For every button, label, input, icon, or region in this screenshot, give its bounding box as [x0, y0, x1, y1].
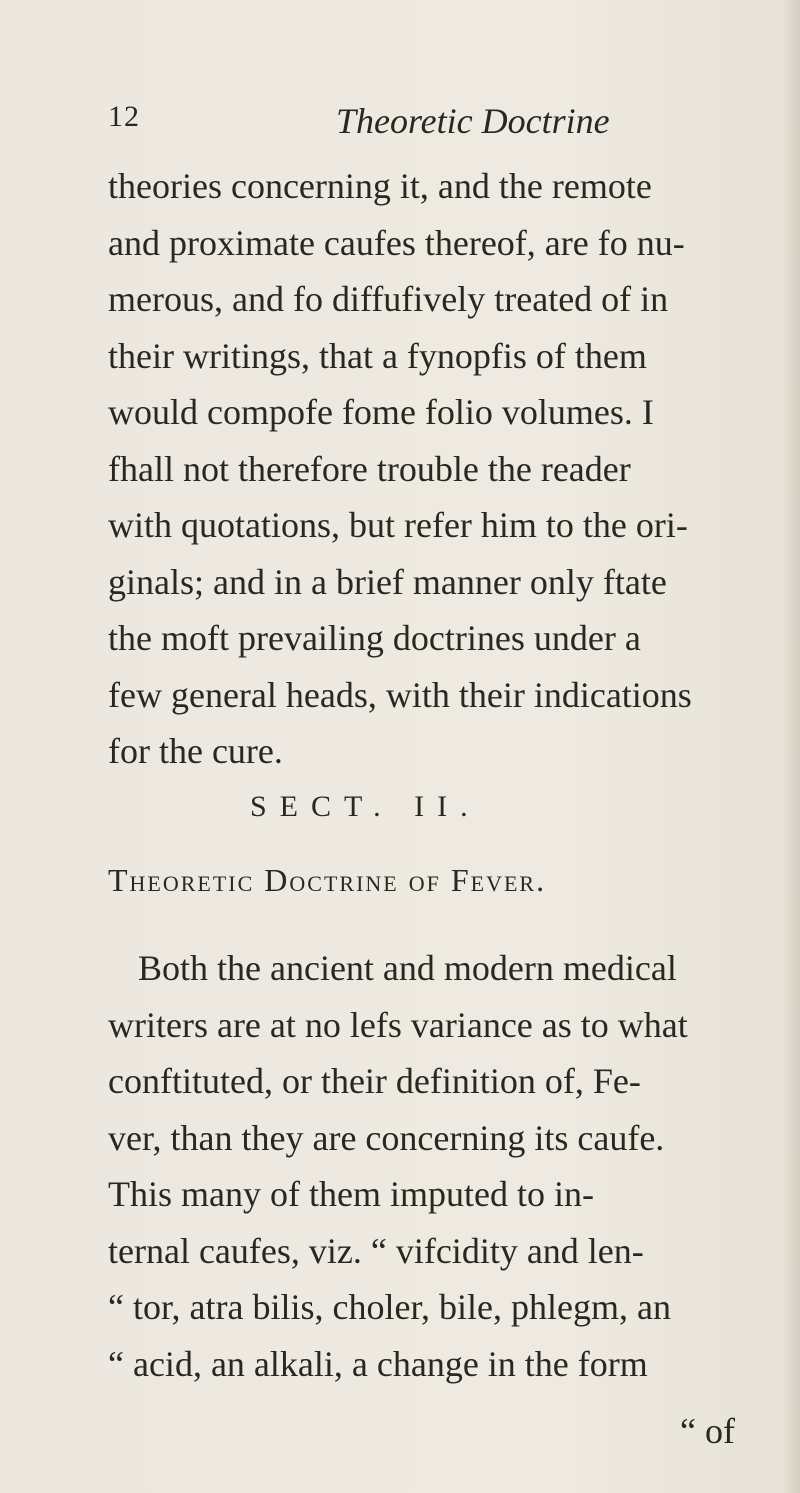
page-edge-shadow — [782, 0, 800, 1493]
section-label: SECT. II. — [250, 790, 481, 823]
text-line: with quotations, but refer him to the ori- — [108, 505, 688, 545]
text-line: fhall not therefore trouble the reader — [108, 448, 631, 489]
text-line: would compofe fome folio volumes. I — [108, 392, 654, 432]
page-number: 12 — [108, 100, 140, 133]
page-header — [108, 100, 748, 150]
text-line: This many of them imputed to in- — [108, 1174, 594, 1214]
section-title: Theoretic Doctrine of Fever. — [108, 862, 547, 898]
text-line: and proximate caufes thereof, are fo nu- — [108, 222, 685, 263]
paragraph-2 — [108, 940, 770, 1392]
text-line: conftituted, or their definition of, Fe- — [108, 1061, 641, 1101]
text-line: few general heads, with their indications — [108, 674, 692, 715]
running-title: Theoretic Doctrine — [336, 101, 610, 141]
text-line: “ tor, atra bilis, choler, bile, phlegm, an — [108, 1287, 671, 1327]
text-line: merous, and fo diffufively treated of in — [108, 279, 669, 319]
text-line: ginals; and in a brief manner only ftate — [108, 561, 667, 602]
text-line: their writings, that a fynopfis of them — [108, 335, 647, 376]
text-line: ver, than they are concerning its caufe. — [108, 1117, 665, 1158]
text-line: “ acid, an alkali, a change in the form — [108, 1343, 648, 1384]
text-line: for the cure. — [108, 731, 283, 771]
text-line: ternal caufes, viz. “ vifcidity and len- — [108, 1230, 644, 1271]
text-line: writers are at no lefs variance as to what — [108, 1004, 688, 1045]
text-line: theories concerning it, and the remote — [108, 166, 652, 206]
paragraph-1 — [108, 158, 770, 780]
text-line: Both the ancient and modern medical — [138, 948, 677, 988]
catchword: “ of — [680, 1411, 735, 1451]
text-line: the moft prevailing doctrines under a — [108, 618, 641, 658]
